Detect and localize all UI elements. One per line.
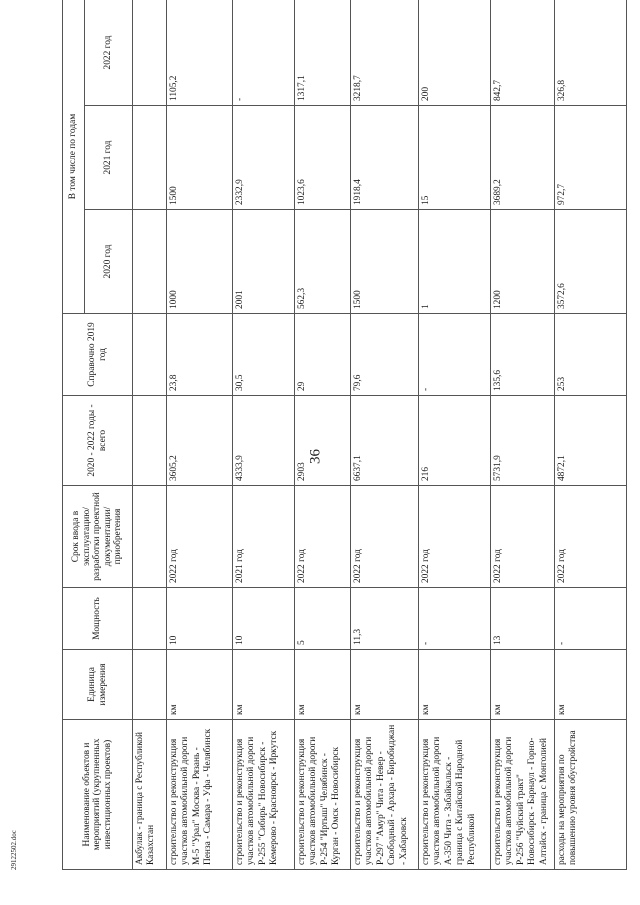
cell-y2020: 3572,6 [555, 210, 627, 314]
cell-y2020: 1500 [351, 210, 419, 314]
cell-unit: км [233, 650, 295, 720]
cell-y2022: 326,8 [555, 0, 627, 106]
cell-capacity: 11,3 [351, 588, 419, 650]
cell-unit: км [419, 650, 491, 720]
cell-ref2019: 135,6 [491, 314, 555, 396]
cell-ref2019: 29 [295, 314, 351, 396]
cell-total: 4333,9 [233, 396, 295, 486]
header-capacity: Мощность [63, 588, 133, 650]
cell-ref2019: 79,6 [351, 314, 419, 396]
cell-deadline: 2022 год [419, 486, 491, 588]
cell-deadline: 2022 год [351, 486, 419, 588]
cell-y2021: 15 [419, 106, 491, 210]
cell-y2021: 2332,9 [233, 106, 295, 210]
cell-total: 2903 [295, 396, 351, 486]
cell-ref2019: - [419, 314, 491, 396]
cell-deadline: 2022 год [491, 486, 555, 588]
header-name: Наименование объектов и мероприятий (укрупненных инвестиционных проектов) [63, 720, 133, 870]
cell-total: 6637,1 [351, 396, 419, 486]
rotated-table-page [62, 0, 622, 870]
table-row [491, 0, 555, 870]
table-row [233, 0, 295, 870]
cell-name: строительство и реконструкция участков автомобильной дороги А-350 Чита - Забайкальск - граница с Китайской Народной Республикой [419, 720, 491, 870]
cell-capacity: 10 [167, 588, 233, 650]
investment-table [62, 0, 627, 870]
table-row [555, 0, 627, 870]
cell-unit: км [555, 650, 627, 720]
cell-name: строительство и реконструкция участков автомобильной дороги М-5 "Урал" Москва - Рязань - Пенза - Самара - Уфа - Челябинск [167, 720, 233, 870]
cell-unit: км [167, 650, 233, 720]
continuation-text: Акбулак - граница с Республикой Казахстан [133, 720, 167, 870]
cell-deadline: 2022 год [295, 486, 351, 588]
header-2021: 2021 год [85, 106, 133, 210]
cell-total: 4872,1 [555, 396, 627, 486]
header-2020: 2020 год [85, 210, 133, 314]
continuation-row [133, 0, 167, 870]
cell-y2021: 3689,2 [491, 106, 555, 210]
table-row [295, 0, 351, 870]
header-deadline: Срок ввода в эксплуатацию/ разработки проектной документации/ приобретения [63, 486, 133, 588]
cell-y2020: 1200 [491, 210, 555, 314]
cell-unit: км [491, 650, 555, 720]
page-number: 36 [307, 449, 324, 464]
cell-name: строительство и реконструкция участков автомобильной дороги Р-255 "Сибирь" Новосибирск - Кемерово - Красноярск - Иркутск [233, 720, 295, 870]
header-by-year-group: В том числе по годам [63, 0, 85, 314]
cell-name: строительство и реконструкция участков автомобильной дороги Р-297 "Амур" Чита - Невер - Свободный - Архара - Биробиджан - Хабаровск [351, 720, 419, 870]
cell-y2021: 1500 [167, 106, 233, 210]
table-row [167, 0, 233, 870]
cell-y2022: 3218,7 [351, 0, 419, 106]
cell-capacity: - [419, 588, 491, 650]
cell-ref2019: 253 [555, 314, 627, 396]
cell-name: строительство и реконструкция участков автомобильной дороги Р-256 "Чуйский тракт" Новосибирск - Барнаул - Горно-Алтайск - граница с Монголией [491, 720, 555, 870]
file-code: 29122502.doc [10, 830, 18, 870]
cell-capacity: 10 [233, 588, 295, 650]
cell-y2022: 842,7 [491, 0, 555, 106]
cell-capacity: 5 [295, 588, 351, 650]
cell-total: 3605,2 [167, 396, 233, 486]
header-unit: Единица измерения [63, 650, 133, 720]
cell-total: 5731,9 [491, 396, 555, 486]
cell-y2022: 200 [419, 0, 491, 106]
cell-deadline: 2022 год [555, 486, 627, 588]
table-row [419, 0, 491, 870]
cell-unit: км [295, 650, 351, 720]
cell-ref2019: 30,5 [233, 314, 295, 396]
cell-ref2019: 23,8 [167, 314, 233, 396]
header-ref-2019: Справочно 2019 год [63, 314, 133, 396]
cell-name: расходы на мероприятия по повышению уровня обустройства [555, 720, 627, 870]
cell-deadline: 2022 год [167, 486, 233, 588]
cell-y2020: 1 [419, 210, 491, 314]
cell-name: строительство и реконструкция участков автомобильной дороги Р-254 "Иртыш" Челябинск - Курган - Омск - Новосибирск [295, 720, 351, 870]
table-row [351, 0, 419, 870]
cell-total: 216 [419, 396, 491, 486]
cell-y2022: - [233, 0, 295, 106]
cell-y2021: 1918,4 [351, 106, 419, 210]
cell-y2022: 1105,2 [167, 0, 233, 106]
cell-y2020: 562,3 [295, 210, 351, 314]
header-2022: 2022 год [85, 0, 133, 106]
cell-deadline: 2021 год [233, 486, 295, 588]
cell-y2021: 1023,6 [295, 106, 351, 210]
cell-y2020: 2001 [233, 210, 295, 314]
cell-y2020: 1000 [167, 210, 233, 314]
cell-capacity: 13 [491, 588, 555, 650]
header-total: 2020 - 2022 годы - всего [63, 396, 133, 486]
cell-capacity: - [555, 588, 627, 650]
cell-y2021: 972,7 [555, 106, 627, 210]
cell-unit: км [351, 650, 419, 720]
cell-y2022: 1317,1 [295, 0, 351, 106]
